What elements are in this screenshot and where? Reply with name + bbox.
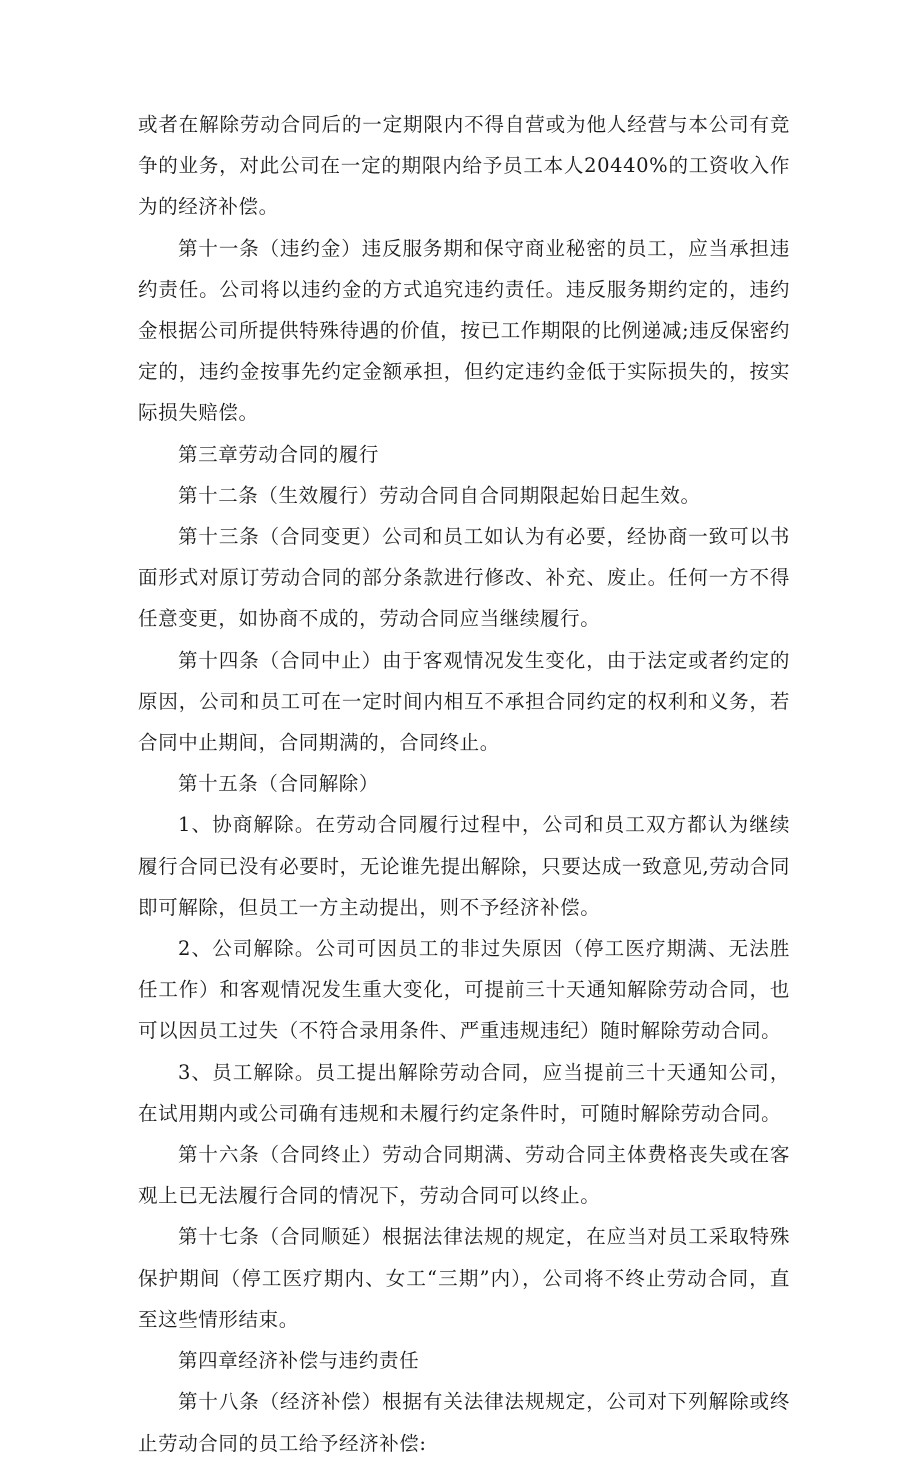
paragraph-article-13: 第十三条（合同变更）公司和员工如认为有必要，经协商一致可以书面形式对原订劳动合同的部分条款进行修改、补充、废止。任何一方不得任意变更，如协商不成的，劳动合同应当继续履行。 bbox=[138, 525, 790, 631]
list-item-1: 1、协商解除。在劳动合同履行过程中，公司和员工双方都认为继续履行合同已没有必要时，无论谁先提出解除，只要达成一致意见,劳动合同即可解除，但员工一方主动提出，则不予经济补偿。 bbox=[138, 813, 790, 919]
paragraph-article-15: 第十五条（合同解除） bbox=[178, 772, 380, 796]
paragraph-article-17: 第十七条（合同顺延）根据法律法规的规定，在应当对员工采取特殊保护期间（停工医疗期内、女工“三期”内），公司将不终止劳动合同，直至这些情形结束。 bbox=[138, 1225, 790, 1331]
chapter-heading-3: 第三章劳动合同的履行 bbox=[178, 442, 380, 466]
list-item-3: 3、员工解除。员工提出解除劳动合同，应当提前三十天通知公司，在试用期内或公司确有违规和未履行约定条件时，可随时解除劳动合同。 bbox=[138, 1060, 790, 1125]
paragraph-article-16: 第十六条（合同终止）劳动合同期满、劳动合同主体费格丧失或在客观上已无法履行合同的情况下，劳动合同可以终止。 bbox=[138, 1143, 790, 1208]
paragraph-continuation: 或者在解除劳动合同后的一定期限内不得自营或为他人经营与本公司有竞争的业务，对此公司在一定的期限内给予员工本人20440%的工资收入作为的经济补偿。 bbox=[138, 113, 790, 219]
chapter-heading-4: 第四章经济补偿与违约责任 bbox=[178, 1349, 420, 1373]
paragraph-article-12: 第十二条（生效履行）劳动合同自合同期限起始日起生效。 bbox=[178, 483, 701, 507]
paragraph-article-11: 第十一条（违约金）违反服务期和保守商业秘密的员工，应当承担违约责任。公司将以违约金的方式追究违约责任。违反服务期约定的，违约金根据公司所提供特殊待遇的价值，按已工作期限的比例递减;违反保密约定的，违约金按事先约定金额承担，但约定违约金低于实际损失的，按实际损失赔偿。 bbox=[138, 236, 790, 425]
paragraph-article-14: 第十四条（合同中止）由于客观情况发生变化，由于法定或者约定的原因，公司和员工可在一定时间内相互不承担合同约定的权利和义务，若合同中止期间，合同期满的，合同终止。 bbox=[138, 648, 790, 755]
document-body bbox=[138, 104, 790, 1464]
paragraph-article-18: 第十八条（经济补偿）根据有关法律法规规定，公司对下列解除或终止劳动合同的员工给予经济补偿: bbox=[138, 1390, 790, 1455]
list-item-2: 2、公司解除。公司可因员工的非过失原因（停工医疗期满、无法胜任工作）和客观情况发生重大变化，可提前三十天通知解除劳动合同，也可以因员工过失（不符合录用条件、严重违规违纪）随时解除劳动合同。 bbox=[138, 937, 790, 1043]
